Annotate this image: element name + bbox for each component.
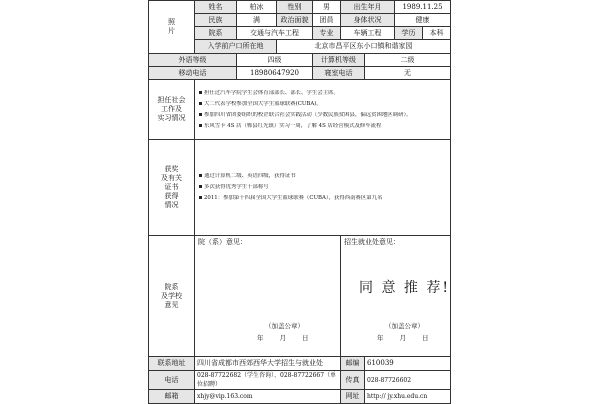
office-opinion-box (341, 236, 451, 357)
household-label: 入学前户口所在地 (195, 40, 277, 54)
address-label: 联系地址 (149, 357, 195, 371)
college-date: 年 月 日 (257, 334, 310, 342)
social-label-1: 担任社会 (157, 96, 186, 104)
social-item: 东风雪卡 4S 店（郫县红光镇）实习一周，了解 4S 店经营模式及修车流程 (199, 123, 448, 130)
opinion-label-2: 及学校 (161, 291, 182, 300)
address-value: 四川省成都市西郊西华大学招生与就业处 (195, 357, 341, 371)
bullet-icon (199, 185, 202, 188)
photo-label-2: 片 (168, 27, 175, 35)
health-value: 健康 (395, 14, 451, 27)
name-label: 姓名 (195, 1, 237, 14)
political-label: 政治面貌 (277, 14, 313, 27)
social-label-2: 工作及 (161, 105, 182, 113)
social-label-3: 实习情况 (157, 114, 186, 122)
college-opinion-box (195, 236, 341, 357)
student-info-table (148, 0, 451, 404)
bullet-icon (199, 124, 202, 127)
gender-label: 性别 (277, 1, 313, 14)
name-value: 柏冰 (237, 1, 277, 14)
opinion-label-3: 意见 (164, 300, 179, 309)
college-opinion-title: 院（系）意见： (198, 238, 247, 246)
computer-label: 计算机等级 (313, 54, 365, 67)
lang-value: 四级 (237, 54, 313, 67)
award-item: 多次获得优秀学生干部称号 (199, 184, 448, 191)
social-work-label (149, 80, 195, 140)
photo-placeholder (149, 1, 195, 54)
social-item: 参加四川省团委组织的校企联合社会实践活动（少数民族贫困县，偏远贫困地区调研）。 (199, 112, 448, 119)
fax-label: 传真 (341, 371, 365, 390)
bullet-icon (199, 174, 202, 177)
bullet-icon (199, 102, 202, 105)
bullet-icon (199, 91, 202, 94)
college-label: 院系 (195, 27, 237, 40)
household-value: 北京市昌平区东小口镇和谐家园 (277, 40, 451, 54)
awards-label-3: 证书 (164, 183, 179, 191)
health-label: 身体状况 (341, 14, 395, 27)
social-item: 担任过汽车学院学生会体育部部长、部长、学生会主席。 (199, 90, 448, 97)
awards-label (149, 140, 195, 236)
site-value: http:// jy.xhu.edu.cn (365, 390, 451, 404)
computer-value: 二级 (365, 54, 451, 67)
awards-label-2: 及有关 (161, 174, 182, 182)
office-opinion-title: 招生就业处意见： (344, 238, 400, 246)
dorm-label: 寝室电话 (313, 67, 365, 80)
opinion-label (149, 236, 195, 357)
award-item: 通过计算机二级、英语四级，获得证书 (199, 173, 448, 180)
degree-value: 本科 (423, 27, 451, 40)
lang-label: 外语等级 (149, 54, 237, 67)
postcode-label: 邮编 (341, 357, 365, 371)
award-item: 2011：参加第十四届全国大学生篮球联赛（CUBA），获得西南赛区第九名 (199, 195, 448, 202)
awards-label-5: 情况 (164, 201, 179, 209)
awards-content (195, 140, 451, 236)
major-label: 专业 (313, 27, 341, 40)
social-item: 大二代表学校参加全国大学生篮球联赛(CUBA)。 (199, 101, 448, 108)
recommendation-form (148, 0, 450, 400)
major-value: 车辆工程 (341, 27, 395, 40)
degree-label: 学历 (395, 27, 423, 40)
college-value: 交通与汽车工程 (237, 27, 313, 40)
bullet-icon (199, 196, 202, 199)
office-date: 年 月 日 (377, 334, 430, 342)
birth-value: 1989.11.25 (395, 1, 451, 14)
photo-label-1: 照 (168, 18, 175, 26)
office-approval-text: 同 意 推 荐! (359, 280, 450, 296)
bullet-icon (199, 113, 202, 116)
awards-label-4: 获得 (164, 192, 179, 200)
office-stamp-note: （加盖公章） (385, 322, 424, 330)
postcode-value: 610039 (365, 357, 451, 371)
political-value: 团員 (313, 14, 341, 27)
opinion-label-1: 院系 (164, 282, 179, 291)
awards-label-1: 获奖 (164, 165, 179, 173)
contact-phone-label: 电话 (149, 371, 195, 390)
birth-label: 出生年月 (341, 1, 395, 14)
email-value: xhjy@vip.163.com (195, 390, 341, 404)
college-stamp-note: （加盖公章） (265, 322, 304, 330)
site-label: 网址 (341, 390, 365, 404)
social-work-content (195, 80, 451, 140)
gender-value: 男 (313, 1, 341, 14)
ethnic-label: 民族 (195, 14, 237, 27)
fax-value: 028-87726602 (365, 371, 451, 390)
ethnic-value: 满 (237, 14, 277, 27)
contact-phone-value: 028-87722682（学生咨询）、028-87722667（单位招聘） (195, 371, 341, 390)
email-label: 邮箱 (149, 390, 195, 404)
phone-value: 18980647920 (237, 67, 313, 80)
phone-label: 移动电话 (149, 67, 237, 80)
dorm-value: 无 (365, 67, 451, 80)
